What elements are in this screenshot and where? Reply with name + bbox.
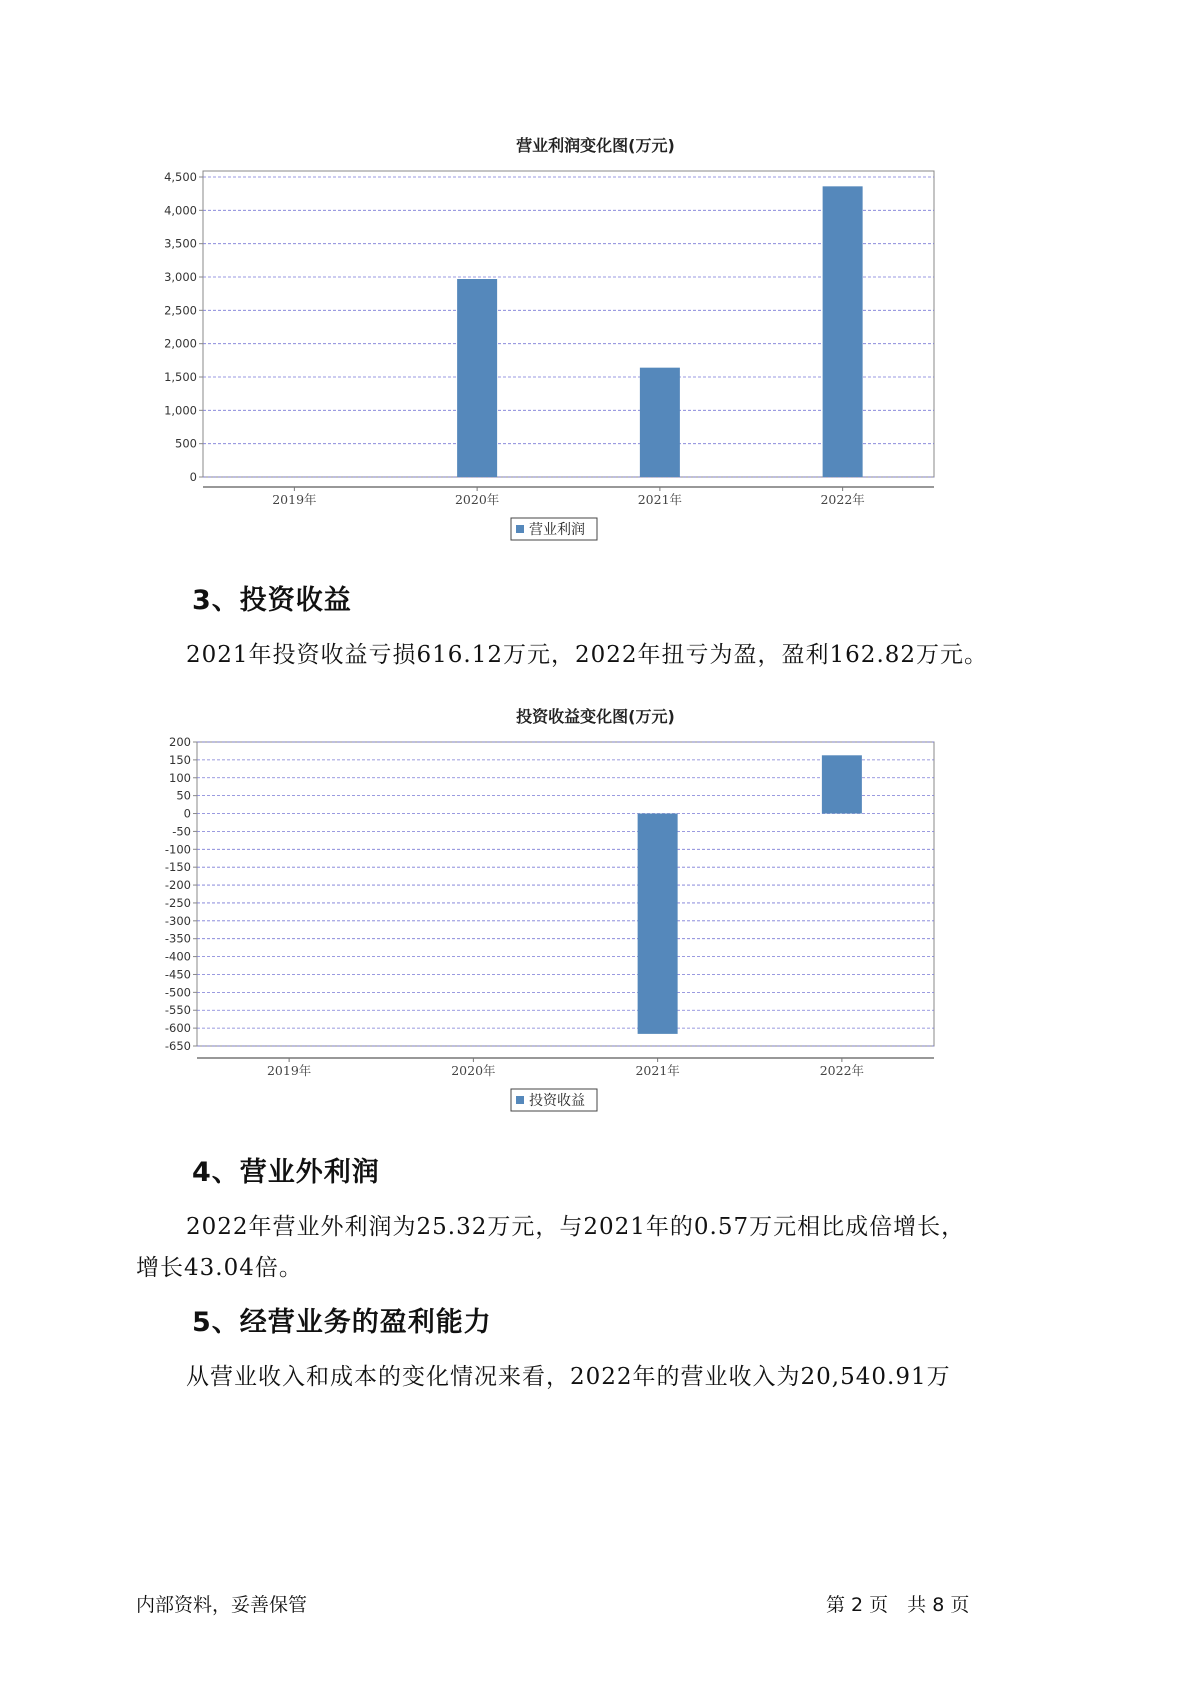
y-tick-label: -600 [164,1021,191,1036]
section-5-text: 从营业收入和成本的变化情况来看，2022年的营业收入为20,540.91万 [186,1364,951,1390]
legend-swatch [516,525,524,533]
y-tick-label: -550 [164,1003,191,1018]
x-tick-label: 2022年 [820,492,865,507]
y-tick-label: 2,500 [164,303,197,318]
y-tick-label: 0 [189,470,197,484]
footer-confidential: 内部资料，妥善保管 [136,1594,308,1616]
y-tick-label: 200 [169,735,191,749]
y-tick-label: -500 [164,985,191,1000]
chart-2-title: 投资收益变化图(万元) [516,707,675,726]
footer-page-number: 第 2 页 共 8 页 [826,1594,970,1616]
bar-2021年 [638,814,678,1034]
legend-label: 投资收益 [529,1093,585,1109]
y-tick-label: 2,000 [164,336,197,351]
y-tick-label: 100 [169,770,191,785]
y-tick-label: -650 [164,1039,191,1053]
section-4-text-line2: 增长43.04倍。 [136,1255,303,1281]
y-tick-label: 3,500 [164,236,197,251]
x-tick-label: 2019年 [272,492,317,507]
x-tick-label: 2021年 [635,1063,680,1078]
legend-swatch [516,1096,524,1104]
x-tick-label: 2021年 [637,492,683,507]
x-tick-label: 2022年 [819,1063,865,1078]
chart-legend [511,518,597,540]
y-tick-label: -350 [164,931,191,946]
section-3-text: 2021年投资收益亏损616.12万元，2022年扭亏为盈，盈利162.82万元。 [186,642,989,668]
y-tick-label: 50 [176,788,191,803]
chart-legend [511,1089,597,1111]
bar-2022年 [822,755,862,813]
bar-2022年 [823,186,863,477]
section-4-heading: 4、营业外利润 [192,1157,380,1188]
chart-1-title: 营业利润变化图(万元) [516,136,675,155]
y-tick-label: -450 [164,967,191,982]
y-tick-label: -300 [164,913,191,928]
y-tick-label: -250 [164,895,191,910]
x-tick-label: 2019年 [266,1063,312,1078]
y-tick-label: -200 [164,878,191,893]
y-tick-label: 3,000 [164,270,197,284]
legend-label: 营业利润 [529,522,585,538]
bar-2021年 [640,368,680,477]
bar-2020年 [457,279,497,477]
section-5-heading: 5、经营业务的盈利能力 [192,1307,492,1338]
y-tick-label: 0 [183,806,191,821]
investment-income-chart [0,720,1191,1150]
y-tick-label: 1,000 [164,403,197,418]
y-tick-label: 150 [169,752,191,767]
y-tick-label: 1,500 [164,370,197,384]
y-tick-label: 500 [175,436,197,451]
section-3-heading: 3、投资收益 [192,585,352,616]
x-tick-label: 2020年 [454,492,500,507]
operating-profit-chart [0,150,1191,570]
y-tick-label: -150 [164,860,191,875]
x-tick-label: 2020年 [451,1063,496,1078]
section-4-text-line1: 2022年营业外利润为25.32万元，与2021年的0.57万元相比成倍增长， [186,1214,966,1240]
y-tick-label: -100 [164,842,191,857]
y-tick-label: -400 [164,949,191,964]
y-tick-label: 4,000 [164,203,197,218]
y-tick-label: -50 [172,824,191,839]
y-tick-label: 4,500 [164,170,197,184]
